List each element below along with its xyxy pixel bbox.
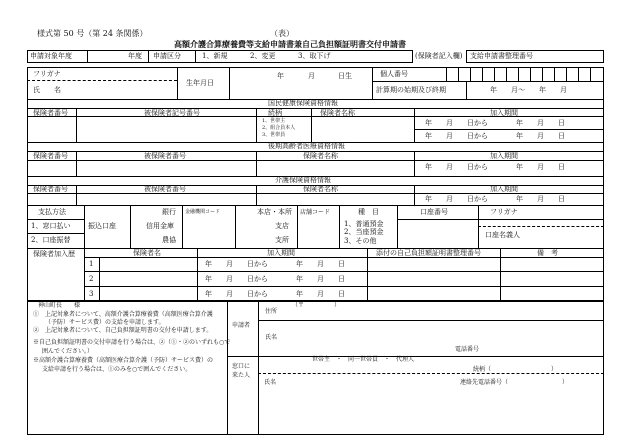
category-label: 申請区分	[153, 52, 181, 60]
nokyo-label: 農協	[162, 236, 176, 244]
target-year-label: 申請対象年度	[30, 52, 72, 60]
history-cert-no: 添付の自己負担額証明書整理番号	[376, 249, 481, 257]
applicant-label: 申請者	[232, 322, 251, 329]
visitor-name-label: 氏名	[264, 379, 277, 386]
dob-year: 年	[277, 72, 284, 80]
kokuho-insurer-name: 保険者名称	[320, 109, 355, 117]
kaigo-insurer-no: 保険者番号	[33, 185, 68, 193]
address-label: 住所	[265, 308, 278, 315]
account-holder: 口座名義人	[485, 231, 520, 239]
note-4b: 支給申請を行う場合は、①のみを○で囲んでください。	[42, 366, 192, 373]
branch-label: 本店・本所	[257, 208, 292, 216]
history-period: 加入期間	[267, 249, 295, 257]
shisho-label: 支所	[275, 236, 289, 244]
period-label: 計算期の始期及び終期	[376, 86, 446, 94]
bank-code-label: 金融機関コード	[185, 209, 221, 215]
note-4: ※高額介護合算療養費（高額医療合算介護（予防）サービス費）の	[33, 357, 214, 364]
page-side: （表）	[270, 29, 294, 38]
kokuho-insurer-no: 保険者番号	[33, 109, 68, 117]
visitor-relationship: 続柄（ ）	[473, 366, 558, 373]
bank-label: 銀行	[162, 208, 176, 216]
kokuho-period-2: 年 月 日から 年 月 日	[425, 132, 565, 140]
kaigo-insurer-name: 保険者名称	[303, 185, 338, 193]
shinkin-label: 信用金庫	[146, 222, 174, 230]
dob-label: 生年月日	[186, 79, 214, 87]
koki-period-1: 年 月 日から 年 月 日	[425, 163, 565, 171]
kind-ordinary[interactable]: 1、普通預金	[344, 220, 384, 228]
furigana-label: フリガナ	[33, 70, 61, 78]
pay-opt-transfer[interactable]: 2、口座振替	[31, 236, 71, 244]
koki-insured-no: 被保険者番号	[144, 152, 186, 160]
branch-code-label: 店舗コード	[300, 209, 331, 216]
history-row-1: 1	[89, 260, 94, 268]
note-1: ① 上記対象者について、高額介護合算療養費（高額医療合算介護	[33, 311, 213, 318]
history-row-3: 3	[89, 290, 94, 298]
history-period-3: 年 月 日から 年 月 日	[205, 290, 345, 298]
koki-period: 加入期間	[490, 152, 518, 160]
note-3b: 囲んでください。）	[42, 348, 94, 355]
kind-other[interactable]: 3、その他	[344, 237, 377, 245]
year-unit: 年度	[128, 52, 142, 60]
dob-day: 日生	[338, 72, 352, 80]
kaigo-period-1: 年 月 日から 年 月 日	[425, 195, 565, 203]
note-1b: （予防）サービス費）の支給を申請します。	[45, 319, 165, 326]
name-label: 氏 名	[33, 86, 61, 94]
postal-code[interactable]: （〒 ）	[292, 302, 341, 309]
period-value: 年 月～ 年 月	[490, 86, 567, 94]
visitor-relation-options[interactable]: 世帯主 ・ 同一世帯員 ・ 代理人	[300, 356, 415, 363]
visitor-label-1: 窓口に	[232, 363, 251, 370]
applicant-name-label: 氏名	[265, 334, 278, 341]
note-3: ※自己負担額証明書の交付申請を行う場合は、②（①・②のいずれも○で	[33, 339, 231, 346]
filler-note: (保険者記入欄)	[415, 52, 463, 60]
account-kind: 種 目	[358, 208, 379, 216]
option-withdraw[interactable]: 3、取下げ	[298, 52, 331, 60]
kokuho-rel-3: 3、世帯員	[262, 132, 286, 138]
history-period-2: 年 月 日から 年 月 日	[205, 275, 345, 283]
account-number-label: 口座番号	[420, 208, 448, 216]
note-2: ② 上記対象者について、自己負担額証明書の交付を申請します。	[33, 327, 213, 334]
kaigo-period: 加入期間	[490, 185, 518, 193]
history-period-1: 年 月 日から 年 月 日	[205, 260, 345, 268]
form-number: 様式第 50 号（第 24 条関係）	[37, 29, 148, 38]
kaigo-insured-no: 被保険者番号	[144, 185, 186, 193]
history-remarks: 備 考	[537, 249, 558, 257]
koki-insurer-name: 保険者名称	[303, 152, 338, 160]
visitor-contact: 連絡先電話番号（ ）	[460, 379, 569, 386]
dob-month: 月	[308, 72, 315, 80]
payment-method: 支払方法	[38, 208, 66, 216]
koki-title: 後期高齢者医療資格情報	[268, 142, 345, 150]
kokuho-title: 国民健康保険資格情報	[268, 99, 338, 107]
kind-current[interactable]: 2、当座預金	[344, 228, 384, 236]
kokuho-rel-1: 1、世帯主	[262, 118, 286, 124]
shiten-label: 支店	[275, 222, 289, 230]
option-change[interactable]: 2、変更	[250, 52, 276, 60]
kokuho-rel-2: 2、組合員本人	[262, 125, 296, 131]
individual-no-label: 個人番号	[380, 70, 408, 78]
visitor-label-2: 来た人	[232, 372, 251, 379]
koki-insurer-no: 保険者番号	[33, 152, 68, 160]
page-title: 高額介護合算療養費等支給申請書兼自己負担額証明書交付申請書	[174, 39, 406, 49]
history-insurer: 保険者名	[133, 249, 161, 257]
option-new[interactable]: 1、新規	[202, 52, 228, 60]
kaigo-title: 介護保険資格情報	[275, 176, 331, 184]
history-row-2: 2	[89, 275, 94, 283]
ref-no-label: 支給申請書整理番号	[470, 52, 533, 60]
kokuho-relation: 続柄	[268, 109, 282, 117]
phone-label: 電話番号	[455, 346, 480, 353]
pay-opt-counter[interactable]: 1、窓口払い	[31, 222, 71, 230]
kokuho-period-1: 年 月 日から 年 月 日	[425, 119, 565, 127]
transfer-account: 振込口座	[88, 222, 116, 230]
addressee: 神山町長 様	[38, 302, 81, 309]
account-furigana: フリガナ	[490, 208, 518, 216]
history-label: 保険者加入歴	[33, 250, 75, 258]
kokuho-insured-no: 被保険者記号番号	[144, 109, 200, 117]
kokuho-period: 加入期間	[490, 109, 518, 117]
